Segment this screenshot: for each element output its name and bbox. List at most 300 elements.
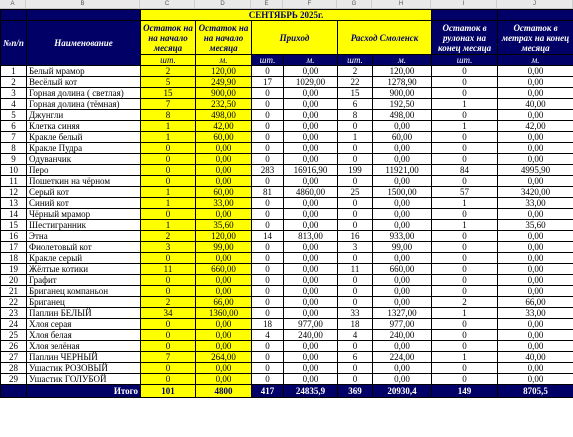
- cell-iu[interactable]: 0: [252, 209, 284, 220]
- cell-ru[interactable]: 0: [432, 286, 498, 297]
- cell-eu[interactable]: 0: [338, 198, 373, 209]
- total-rm[interactable]: 8705,5: [498, 385, 573, 398]
- cell-n[interactable]: 4: [1, 99, 27, 110]
- cell-su[interactable]: 34: [141, 308, 196, 319]
- cell-em[interactable]: 933,00: [373, 231, 432, 242]
- header-name[interactable]: Наименование: [27, 21, 141, 66]
- cell-name[interactable]: Хлоя белая: [27, 330, 141, 341]
- cell-rm[interactable]: 33,00: [498, 198, 573, 209]
- cell-im[interactable]: 0,00: [284, 264, 338, 275]
- cell-su[interactable]: 0: [141, 319, 196, 330]
- column-letter[interactable]: F: [283, 0, 337, 8]
- cell-eu[interactable]: 0: [338, 121, 373, 132]
- cell-ru[interactable]: 0: [432, 330, 498, 341]
- cell-rm[interactable]: 0,00: [498, 176, 573, 187]
- cell-su[interactable]: 0: [141, 374, 196, 385]
- unit-cell[interactable]: шт.: [141, 55, 196, 66]
- header-end-meters[interactable]: Остаток в метрах на конец месяца: [498, 21, 573, 55]
- cell-name[interactable]: Одуванчик: [27, 154, 141, 165]
- cell-name[interactable]: Графит: [27, 275, 141, 286]
- cell-rm[interactable]: 0,00: [498, 319, 573, 330]
- cell-eu[interactable]: 0: [338, 143, 373, 154]
- cell-name[interactable]: Фиолетовый кот: [27, 242, 141, 253]
- cell-eu[interactable]: 199: [338, 165, 373, 176]
- cell-eu[interactable]: 25: [338, 187, 373, 198]
- cell-im[interactable]: 0,00: [284, 220, 338, 231]
- cell-su[interactable]: 2: [141, 297, 196, 308]
- unit-cell[interactable]: м.: [196, 55, 252, 66]
- cell-iu[interactable]: 14: [252, 231, 284, 242]
- cell-eu[interactable]: 0: [338, 275, 373, 286]
- cell-name[interactable]: Белый мрамор: [27, 66, 141, 77]
- header-end-rolls[interactable]: Остаток в рулонах на конец месяца: [432, 21, 498, 55]
- cell-rm[interactable]: 40,00: [498, 352, 573, 363]
- cell-sm[interactable]: 99,00: [196, 242, 252, 253]
- cell-sm[interactable]: 0,00: [196, 330, 252, 341]
- cell-ru[interactable]: 0: [432, 110, 498, 121]
- cell-eu[interactable]: 11: [338, 264, 373, 275]
- cell-em[interactable]: 0,00: [373, 286, 432, 297]
- cell-rm[interactable]: 4995,90: [498, 165, 573, 176]
- cell-im[interactable]: 16916,90: [284, 165, 338, 176]
- total-im[interactable]: 24835,9: [284, 385, 338, 398]
- header-number[interactable]: №п/п: [1, 21, 27, 66]
- cell-ru[interactable]: 0: [432, 275, 498, 286]
- cell-sm[interactable]: 60,00: [196, 187, 252, 198]
- cell-eu[interactable]: 16: [338, 231, 373, 242]
- cell-name[interactable]: Паплин БЕЛЫЙ: [27, 308, 141, 319]
- cell-n[interactable]: 28: [1, 363, 27, 374]
- cell-rm[interactable]: 33,00: [498, 308, 573, 319]
- unit-cell[interactable]: шт.: [432, 55, 498, 66]
- cell-em[interactable]: 60,00: [373, 132, 432, 143]
- cell-rm[interactable]: 42,00: [498, 121, 573, 132]
- cell-n[interactable]: 1: [1, 66, 27, 77]
- cell-im[interactable]: 0,00: [284, 110, 338, 121]
- cell-iu[interactable]: 0: [252, 363, 284, 374]
- cell-name[interactable]: Кракле белый: [27, 132, 141, 143]
- cell-su[interactable]: 7: [141, 99, 196, 110]
- total-eu[interactable]: 369: [338, 385, 373, 398]
- cell-rm[interactable]: 0,00: [498, 154, 573, 165]
- total-label[interactable]: Итого: [27, 385, 141, 398]
- cell-em[interactable]: 0,00: [373, 121, 432, 132]
- cell-ru[interactable]: 0: [432, 264, 498, 275]
- cell-su[interactable]: 0: [141, 143, 196, 154]
- cell-n[interactable]: 29: [1, 374, 27, 385]
- cell-iu[interactable]: 0: [252, 66, 284, 77]
- cell-iu[interactable]: 0: [252, 275, 284, 286]
- cell-su[interactable]: 3: [141, 242, 196, 253]
- cell-em[interactable]: 660,00: [373, 264, 432, 275]
- cell-em[interactable]: 0,00: [373, 143, 432, 154]
- cell-n[interactable]: 15: [1, 220, 27, 231]
- cell-im[interactable]: 240,00: [284, 330, 338, 341]
- cell-rm[interactable]: 35,60: [498, 220, 573, 231]
- cell-em[interactable]: 0,00: [373, 209, 432, 220]
- cell-ru[interactable]: 0: [432, 341, 498, 352]
- column-letter[interactable]: I: [431, 0, 497, 8]
- cell-rm[interactable]: 0,00: [498, 132, 573, 143]
- cell-em[interactable]: 11921,00: [373, 165, 432, 176]
- cell-eu[interactable]: 0: [338, 374, 373, 385]
- cell-sm[interactable]: 0,00: [196, 165, 252, 176]
- cell-iu[interactable]: 0: [252, 132, 284, 143]
- cell-name[interactable]: Джунгли: [27, 110, 141, 121]
- cell-iu[interactable]: 0: [252, 352, 284, 363]
- cell-em[interactable]: 0,00: [373, 198, 432, 209]
- cell-sm[interactable]: 660,00: [196, 264, 252, 275]
- cell-sm[interactable]: 1360,00: [196, 308, 252, 319]
- cell-name[interactable]: Кракле Пудра: [27, 143, 141, 154]
- cell-iu[interactable]: 0: [252, 176, 284, 187]
- cell-name[interactable]: Шестигранник: [27, 220, 141, 231]
- cell-sm[interactable]: 0,00: [196, 209, 252, 220]
- cell-name[interactable]: Бриганец: [27, 297, 141, 308]
- cell-rm[interactable]: 0,00: [498, 88, 573, 99]
- cell-eu[interactable]: 0: [338, 363, 373, 374]
- cell-name[interactable]: Чёрный мрамор: [27, 209, 141, 220]
- cell-name[interactable]: Перо: [27, 165, 141, 176]
- cell-name[interactable]: Хлоя серая: [27, 319, 141, 330]
- cell-su[interactable]: 8: [141, 110, 196, 121]
- cell-ru[interactable]: 1: [432, 220, 498, 231]
- cell-n[interactable]: 10: [1, 165, 27, 176]
- cell-n[interactable]: 17: [1, 242, 27, 253]
- cell-su[interactable]: 0: [141, 209, 196, 220]
- cell-su[interactable]: 0: [141, 341, 196, 352]
- cell-n[interactable]: 25: [1, 330, 27, 341]
- cell-ru[interactable]: 0: [432, 154, 498, 165]
- cell-eu[interactable]: 0: [338, 341, 373, 352]
- cell-rm[interactable]: 0,00: [498, 77, 573, 88]
- cell-em[interactable]: 120,00: [373, 66, 432, 77]
- cell-ru[interactable]: 57: [432, 187, 498, 198]
- cell-rm[interactable]: 0,00: [498, 110, 573, 121]
- cell-rm[interactable]: 0,00: [498, 209, 573, 220]
- month-banner[interactable]: СЕНТЯБРЬ 2025г.: [141, 10, 432, 21]
- cell-n[interactable]: 12: [1, 187, 27, 198]
- cell-em[interactable]: 0,00: [373, 297, 432, 308]
- cell-iu[interactable]: 0: [252, 341, 284, 352]
- cell-ru[interactable]: 1: [432, 99, 498, 110]
- cell-name[interactable]: Серый кот: [27, 187, 141, 198]
- cell-su[interactable]: 1: [141, 132, 196, 143]
- cell-rm[interactable]: 66,00: [498, 297, 573, 308]
- cell-n[interactable]: 13: [1, 198, 27, 209]
- cell-sm[interactable]: 0,00: [196, 176, 252, 187]
- cell-im[interactable]: 0,00: [284, 132, 338, 143]
- cell-name[interactable]: Горная долина ( светлая): [27, 88, 141, 99]
- cell-name[interactable]: Клетка синяя: [27, 121, 141, 132]
- cell-ru[interactable]: 1: [432, 308, 498, 319]
- cell-su[interactable]: 7: [141, 352, 196, 363]
- cell-su[interactable]: 0: [141, 330, 196, 341]
- total-sm[interactable]: 4800: [196, 385, 252, 398]
- unit-cell[interactable]: м.: [498, 55, 573, 66]
- cell-eu[interactable]: 0: [338, 253, 373, 264]
- cell-su[interactable]: 0: [141, 176, 196, 187]
- column-letter[interactable]: J: [497, 0, 573, 8]
- cell-sm[interactable]: 264,00: [196, 352, 252, 363]
- cell-name[interactable]: Паплин ЧЕРНЫЙ: [27, 352, 141, 363]
- cell-sm[interactable]: 0,00: [196, 319, 252, 330]
- cell-im[interactable]: 0,00: [284, 374, 338, 385]
- cell-ru[interactable]: 84: [432, 165, 498, 176]
- cell-rm[interactable]: 40,00: [498, 99, 573, 110]
- cell-n[interactable]: 27: [1, 352, 27, 363]
- cell-su[interactable]: 0: [141, 275, 196, 286]
- cell-ru[interactable]: 0: [432, 77, 498, 88]
- cell-im[interactable]: 0,00: [284, 88, 338, 99]
- cell-im[interactable]: 0,00: [284, 154, 338, 165]
- cell-em[interactable]: 1327,00: [373, 308, 432, 319]
- cell-su[interactable]: 0: [141, 154, 196, 165]
- column-letter[interactable]: G: [337, 0, 372, 8]
- cell-su[interactable]: 1: [141, 220, 196, 231]
- cell-sm[interactable]: 900,00: [196, 88, 252, 99]
- cell-eu[interactable]: 0: [338, 209, 373, 220]
- cell-name[interactable]: Этна: [27, 231, 141, 242]
- cell-sm[interactable]: 35,60: [196, 220, 252, 231]
- cell-em[interactable]: 977,00: [373, 319, 432, 330]
- cell-rm[interactable]: 0,00: [498, 286, 573, 297]
- cell-n[interactable]: 22: [1, 297, 27, 308]
- cell-sm[interactable]: 498,00: [196, 110, 252, 121]
- cell-n[interactable]: 7: [1, 132, 27, 143]
- cell-iu[interactable]: 0: [252, 198, 284, 209]
- cell-n[interactable]: 2: [1, 77, 27, 88]
- cell-em[interactable]: 0,00: [373, 220, 432, 231]
- cell-rm[interactable]: 3420,00: [498, 187, 573, 198]
- cell-sm[interactable]: 0,00: [196, 154, 252, 165]
- cell-iu[interactable]: 4: [252, 330, 284, 341]
- cell-im[interactable]: 0,00: [284, 363, 338, 374]
- cell-rm[interactable]: 0,00: [498, 341, 573, 352]
- cell-n[interactable]: 19: [1, 264, 27, 275]
- cell-em[interactable]: 900,00: [373, 88, 432, 99]
- cell-em[interactable]: 240,00: [373, 330, 432, 341]
- cell-eu[interactable]: 22: [338, 77, 373, 88]
- column-letter[interactable]: A: [0, 0, 26, 8]
- cell-eu[interactable]: 0: [338, 154, 373, 165]
- cell-em[interactable]: 0,00: [373, 275, 432, 286]
- cell-eu[interactable]: 15: [338, 88, 373, 99]
- cell-im[interactable]: 0,00: [284, 242, 338, 253]
- cell-n[interactable]: 20: [1, 275, 27, 286]
- cell-eu[interactable]: 1: [338, 132, 373, 143]
- column-letter[interactable]: B: [26, 0, 140, 8]
- cell-su[interactable]: 1: [141, 121, 196, 132]
- cell-n[interactable]: 14: [1, 209, 27, 220]
- cell-eu[interactable]: 6: [338, 352, 373, 363]
- cell-im[interactable]: 0,00: [284, 352, 338, 363]
- cell-em[interactable]: 0,00: [373, 341, 432, 352]
- cell-im[interactable]: 977,00: [284, 319, 338, 330]
- cell-em[interactable]: 224,00: [373, 352, 432, 363]
- cell-iu[interactable]: 81: [252, 187, 284, 198]
- cell-sm[interactable]: 33,00: [196, 198, 252, 209]
- cell-eu[interactable]: 2: [338, 66, 373, 77]
- cell-sm[interactable]: 0,00: [196, 275, 252, 286]
- cell-sm[interactable]: 42,00: [196, 121, 252, 132]
- cell-rm[interactable]: 0,00: [498, 143, 573, 154]
- cell-rm[interactable]: 0,00: [498, 231, 573, 242]
- cell-n[interactable]: 8: [1, 143, 27, 154]
- cell-ru[interactable]: 0: [432, 176, 498, 187]
- unit-cell[interactable]: м.: [373, 55, 432, 66]
- total-su[interactable]: 101: [141, 385, 196, 398]
- cell-su[interactable]: 2: [141, 231, 196, 242]
- cell-rm[interactable]: 0,00: [498, 374, 573, 385]
- cell-rm[interactable]: 0,00: [498, 66, 573, 77]
- total-ru[interactable]: 149: [432, 385, 498, 398]
- cell-im[interactable]: 1029,00: [284, 77, 338, 88]
- unit-cell[interactable]: шт.: [252, 55, 284, 66]
- cell-ru[interactable]: 1: [432, 352, 498, 363]
- cell-su[interactable]: 0: [141, 165, 196, 176]
- cell-su[interactable]: 5: [141, 77, 196, 88]
- cell-em[interactable]: 0,00: [373, 154, 432, 165]
- cell-name[interactable]: Ушастик РОЗОВЫЙ: [27, 363, 141, 374]
- cell-em[interactable]: 498,00: [373, 110, 432, 121]
- cell-em[interactable]: 0,00: [373, 363, 432, 374]
- cell-eu[interactable]: 18: [338, 319, 373, 330]
- cell-su[interactable]: 15: [141, 88, 196, 99]
- cell-im[interactable]: 4860,00: [284, 187, 338, 198]
- cell-eu[interactable]: 3: [338, 242, 373, 253]
- unit-cell[interactable]: шт.: [338, 55, 373, 66]
- cell-name[interactable]: Бриганец компаньон: [27, 286, 141, 297]
- cell-ru[interactable]: 2: [432, 297, 498, 308]
- cell-n[interactable]: 18: [1, 253, 27, 264]
- cell-rm[interactable]: 0,00: [498, 242, 573, 253]
- cell-name[interactable]: Пошеткин на чёрном: [27, 176, 141, 187]
- cell-su[interactable]: 1: [141, 198, 196, 209]
- cell-name[interactable]: Кракле серый: [27, 253, 141, 264]
- cell-ru[interactable]: 0: [432, 319, 498, 330]
- cell-iu[interactable]: 0: [252, 264, 284, 275]
- cell-im[interactable]: 0,00: [284, 143, 338, 154]
- cell-eu[interactable]: 0: [338, 297, 373, 308]
- cell-eu[interactable]: 33: [338, 308, 373, 319]
- cell-ru[interactable]: 0: [432, 231, 498, 242]
- cell-sm[interactable]: 0,00: [196, 253, 252, 264]
- cell-iu[interactable]: 0: [252, 374, 284, 385]
- cell-im[interactable]: 0,00: [284, 308, 338, 319]
- cell-ru[interactable]: 0: [432, 209, 498, 220]
- cell-em[interactable]: 0,00: [373, 253, 432, 264]
- cell-su[interactable]: 1: [141, 187, 196, 198]
- cell-im[interactable]: 0,00: [284, 66, 338, 77]
- cell-sm[interactable]: 120,00: [196, 66, 252, 77]
- cell-im[interactable]: 0,00: [284, 121, 338, 132]
- cell-iu[interactable]: 0: [252, 297, 284, 308]
- cell-rm[interactable]: 0,00: [498, 253, 573, 264]
- cell-n[interactable]: 21: [1, 286, 27, 297]
- cell-im[interactable]: 0,00: [284, 297, 338, 308]
- cell-eu[interactable]: 0: [338, 176, 373, 187]
- cell-im[interactable]: 0,00: [284, 99, 338, 110]
- cell-n[interactable]: 23: [1, 308, 27, 319]
- cell-iu[interactable]: 283: [252, 165, 284, 176]
- cell-iu[interactable]: 0: [252, 253, 284, 264]
- cell-iu[interactable]: 0: [252, 242, 284, 253]
- cell-sm[interactable]: 120,00: [196, 231, 252, 242]
- cell-rm[interactable]: 0,00: [498, 275, 573, 286]
- cell-su[interactable]: 11: [141, 264, 196, 275]
- cell-n[interactable]: 9: [1, 154, 27, 165]
- cell-ru[interactable]: 0: [432, 88, 498, 99]
- cell-n[interactable]: 6: [1, 121, 27, 132]
- cell-em[interactable]: 0,00: [373, 176, 432, 187]
- cell-eu[interactable]: 0: [338, 286, 373, 297]
- header-expense[interactable]: Расход Смоленск: [338, 21, 432, 55]
- cell-em[interactable]: 99,00: [373, 242, 432, 253]
- cell-su[interactable]: 0: [141, 363, 196, 374]
- cell-im[interactable]: 0,00: [284, 275, 338, 286]
- cell-im[interactable]: 0,00: [284, 176, 338, 187]
- cell-eu[interactable]: 8: [338, 110, 373, 121]
- cell-iu[interactable]: 0: [252, 99, 284, 110]
- cell-em[interactable]: 1500,00: [373, 187, 432, 198]
- cell-im[interactable]: 813,00: [284, 231, 338, 242]
- header-start-meters[interactable]: Остаток на на начало месяца: [196, 21, 252, 55]
- cell-em[interactable]: 1278,90: [373, 77, 432, 88]
- cell-name[interactable]: Ушастик ГОЛУБОЙ: [27, 374, 141, 385]
- total-iu[interactable]: 417: [252, 385, 284, 398]
- cell-iu[interactable]: 0: [252, 154, 284, 165]
- cell-eu[interactable]: 0: [338, 220, 373, 231]
- cell-ru[interactable]: 1: [432, 121, 498, 132]
- cell-ru[interactable]: 0: [432, 66, 498, 77]
- cell-n[interactable]: 24: [1, 319, 27, 330]
- cell-im[interactable]: 0,00: [284, 209, 338, 220]
- cell-ru[interactable]: 0: [432, 374, 498, 385]
- cell-em[interactable]: 0,00: [373, 374, 432, 385]
- cell-name[interactable]: Синий кот: [27, 198, 141, 209]
- cell-sm[interactable]: 66,00: [196, 297, 252, 308]
- cell-iu[interactable]: 0: [252, 121, 284, 132]
- cell-rm[interactable]: 0,00: [498, 330, 573, 341]
- unit-cell[interactable]: м.: [284, 55, 338, 66]
- cell-name[interactable]: Жёлтые котики: [27, 264, 141, 275]
- cell-ru[interactable]: 1: [432, 198, 498, 209]
- cell-iu[interactable]: 0: [252, 143, 284, 154]
- column-letter[interactable]: C: [140, 0, 195, 8]
- cell-ru[interactable]: 0: [432, 143, 498, 154]
- cell-iu[interactable]: 0: [252, 286, 284, 297]
- cell-iu[interactable]: 0: [252, 220, 284, 231]
- cell-sm[interactable]: 60,00: [196, 132, 252, 143]
- cell-iu[interactable]: 17: [252, 77, 284, 88]
- cell-sm[interactable]: 232,50: [196, 99, 252, 110]
- column-letter[interactable]: D: [195, 0, 251, 8]
- cell-ru[interactable]: 0: [432, 363, 498, 374]
- cell-n[interactable]: 3: [1, 88, 27, 99]
- cell-iu[interactable]: 0: [252, 88, 284, 99]
- header-start-units[interactable]: Остаток на на начало месяца: [141, 21, 196, 55]
- total-em[interactable]: 20930,4: [373, 385, 432, 398]
- cell-sm[interactable]: 0,00: [196, 374, 252, 385]
- cell-eu[interactable]: 6: [338, 99, 373, 110]
- column-letter[interactable]: E: [251, 0, 283, 8]
- cell-im[interactable]: 0,00: [284, 198, 338, 209]
- cell-n[interactable]: 11: [1, 176, 27, 187]
- cell-n[interactable]: 26: [1, 341, 27, 352]
- cell-rm[interactable]: 0,00: [498, 363, 573, 374]
- cell-name[interactable]: Весёлый кот: [27, 77, 141, 88]
